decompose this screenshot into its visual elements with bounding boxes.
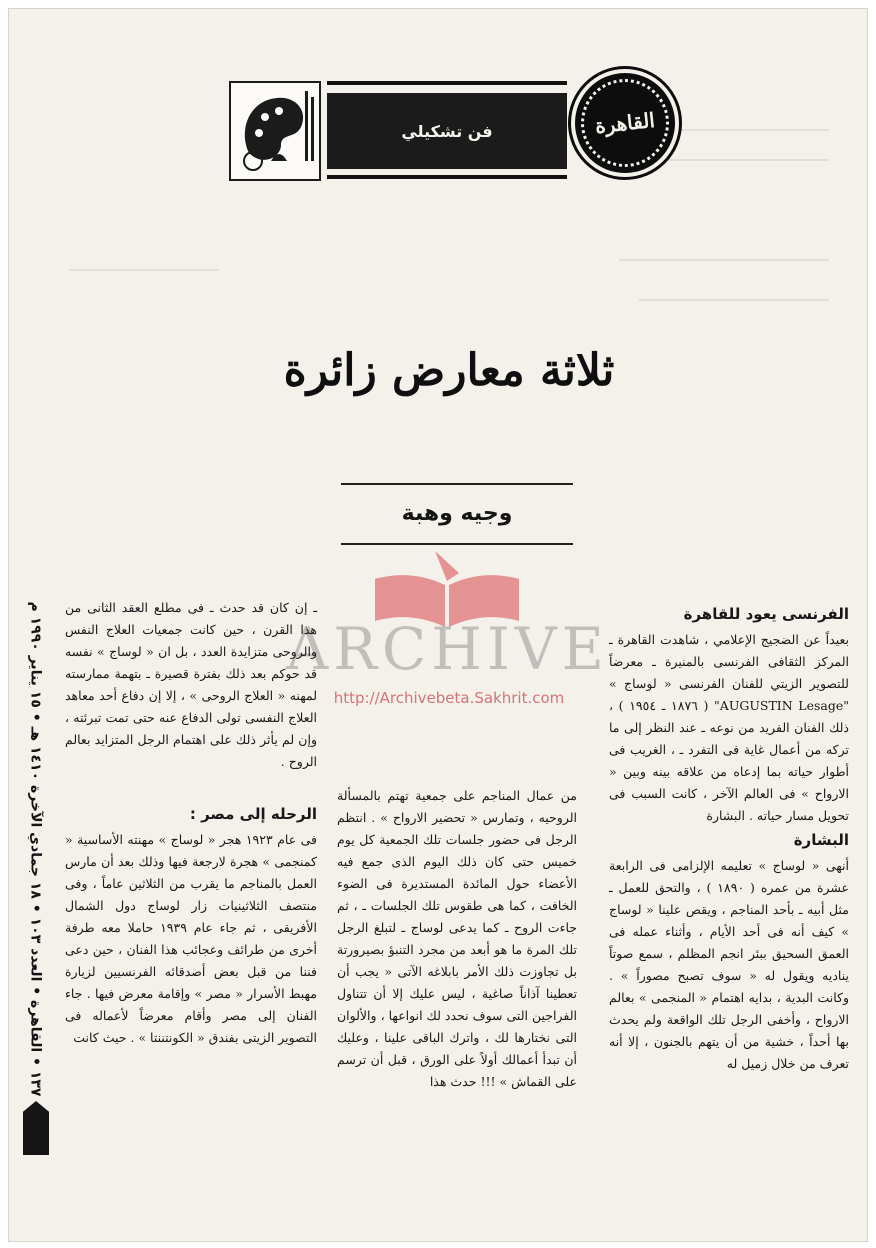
byline-top-rule	[341, 483, 573, 485]
article-author: وجيه وهبة	[401, 501, 513, 526]
page-arrow-icon	[23, 1101, 49, 1155]
watermark-title: ARCHIVE	[286, 615, 609, 683]
magazine-logo	[575, 73, 675, 173]
article-column-left	[65, 597, 317, 1051]
banner-top-rule	[327, 81, 567, 85]
article-title: ثلاثة معارض زائرة	[283, 345, 615, 396]
byline-bottom-rule	[341, 543, 573, 545]
banner-bottom-rule	[327, 175, 567, 179]
section-banner	[327, 81, 567, 181]
paragraph: أنهى « لوساج » تعليمه الإلزامى فى الرابعة عشرة من عمره ( ١٨٩٠ ) ، والتحق للعمل ـ مثل أبيه ـ بأحد المناجم ، ويقص علينا « لوساج » كيف أنه فى أحد الأيام ، وأثناء عمله فى العمق السحيق ببئر انجم المظلم ، سمع صوتاً يناديه ويقول له « سوف تصبح مصوراً » . وكانت البدية ، بدايه اهتمام « المنجمى » بعالم الارواح ، وأخفى الرجل تلك الواقعة ولم يحدث بها أحداً ، خشية من أن يتهم بالجنون ، إلا أنه تعرف من خلال زميل له	[609, 858, 849, 1071]
paragraph: بعيداً عن الضجيج الإعلامي ، شاهدت القاهرة ـ المركز الثقافى الفرنسى بالمنيرة ـ معرضاً للتصوير الزيتي للفنان الفرنسى « لوساج » "AUGUSTIN Lesage" ( ١٨٧٦ ـ ١٩٥٤ ) ، ذلك الفنان الفريد من نوعه ـ عند النظر إلى ما تركه من أعمال غاية فى التفرد ـ ، الغريب فى أطوار حياته بما إدعاه من علاقه بينه وبين « الارواح » فى العالم الآخر ، كانت السبب فى تحويل مسار حياته . البشارة	[609, 632, 850, 823]
magazine-page	[8, 8, 868, 1242]
paragraph: من عمال المناجم على جمعية تهتم بالمسألة الروحيه ، وتمارس « تحضير الارواح » . انتظم الرجل فى حضور جلسات تلك الجمعية كل يوم خميس حتى كان ذلك اليوم الذى جمع فيه الأعضاء حول المائدة المستديرة فى الضوء الخافت ، كما هى طقوس تلك الجلسات ـ ، ثم جاءت الروح ـ كما يدعى لوساج ـ لتبلغ الرجل تلك المرة ما هو أبعد من مجرد التنبؤ بصيرورتة بل تجاوزت ذلك الأمر بابلاغه الآتى « يجب أن تعطينا آذاناً صاغية ، ليس عليك إلا أن تتناول الفراجين التى سوف نحدد لك انواعها ، والألوان التى نختارها لك ، واترك الباقى علينا ، وعليك أن تبدأ أعمالك أولاً على الورق ، قبل أن ترسم على القماش » !!! حدث هذا	[337, 788, 577, 1089]
section-heading-journey-to-egypt: الرحله إلى مصر :	[189, 805, 317, 823]
issue-info-text: ١٣٧ • القاهرة • العدد ١٠٣ • ١٨ جمادي الآخرة ١٤١٠ هـ • ١٥ يناير ١٩٩٠ م	[26, 601, 43, 1097]
article-column-right	[609, 603, 849, 1077]
article-column-middle	[337, 785, 577, 1095]
section-heading-annunciation: البشارة	[793, 831, 849, 849]
section-label: فن تشكيلي	[401, 121, 493, 141]
paragraph: ـ إن كان قد حدث ـ فى مطلع العقد الثانى من هذا القرن ، حين كانت جمعيات العلاج النفس والروحى متزايدة العدد ، بل ان « لوساج » نفسه قد حوكم بعد ذلك بفترة قصيرة ـ بتهمة ممارسته لمهنه « العلاج الروحى » ، إلا إن دفاع أحد معاهد العلاج النفسى تولى الدفاع عنه حتى تمت تبرئته ، وإن لم يأثر ذلك على اهتمام الرجل المتزايد بعالم الروح .	[65, 600, 317, 769]
paragraph: فى عام ١٩٢٣ هجر « لوساج » مهنته الأساسية « كمنجمى » هجرة لارجعة فيها وذلك بعد أن مارس العمل بالمناجم ما يقرب من الثلاثين عاماً ، وفى منتصف الثلاثينيات زار لوساج دول الشمال الأفريقى ، ثم جاء عام ١٩٣٩ حاملا معه طرفة أخرى من طرائف وعجائب هذا الفنان ، حين دعى فننا من قبل بعض أصدقائه الفرنسيين لزيارة مهبط الأسرار « مصر » وإقامة معرض فيها . جاء الفنان إلى مصر وأقام معرضاً لأعماله فى التصوير الزيتى بفندق « الكونتننتا » . حيث كانت	[65, 832, 317, 1045]
watermark-url: http://Archivebeta.Sakhrit.com	[333, 689, 565, 707]
logo-text: القاهرة	[593, 107, 657, 138]
section-heading-french-returns: الفرنسى يعود للقاهرة	[683, 605, 849, 623]
banner-box	[327, 93, 567, 169]
issue-info-strip	[21, 579, 49, 1119]
art-palette-icon	[229, 81, 321, 181]
